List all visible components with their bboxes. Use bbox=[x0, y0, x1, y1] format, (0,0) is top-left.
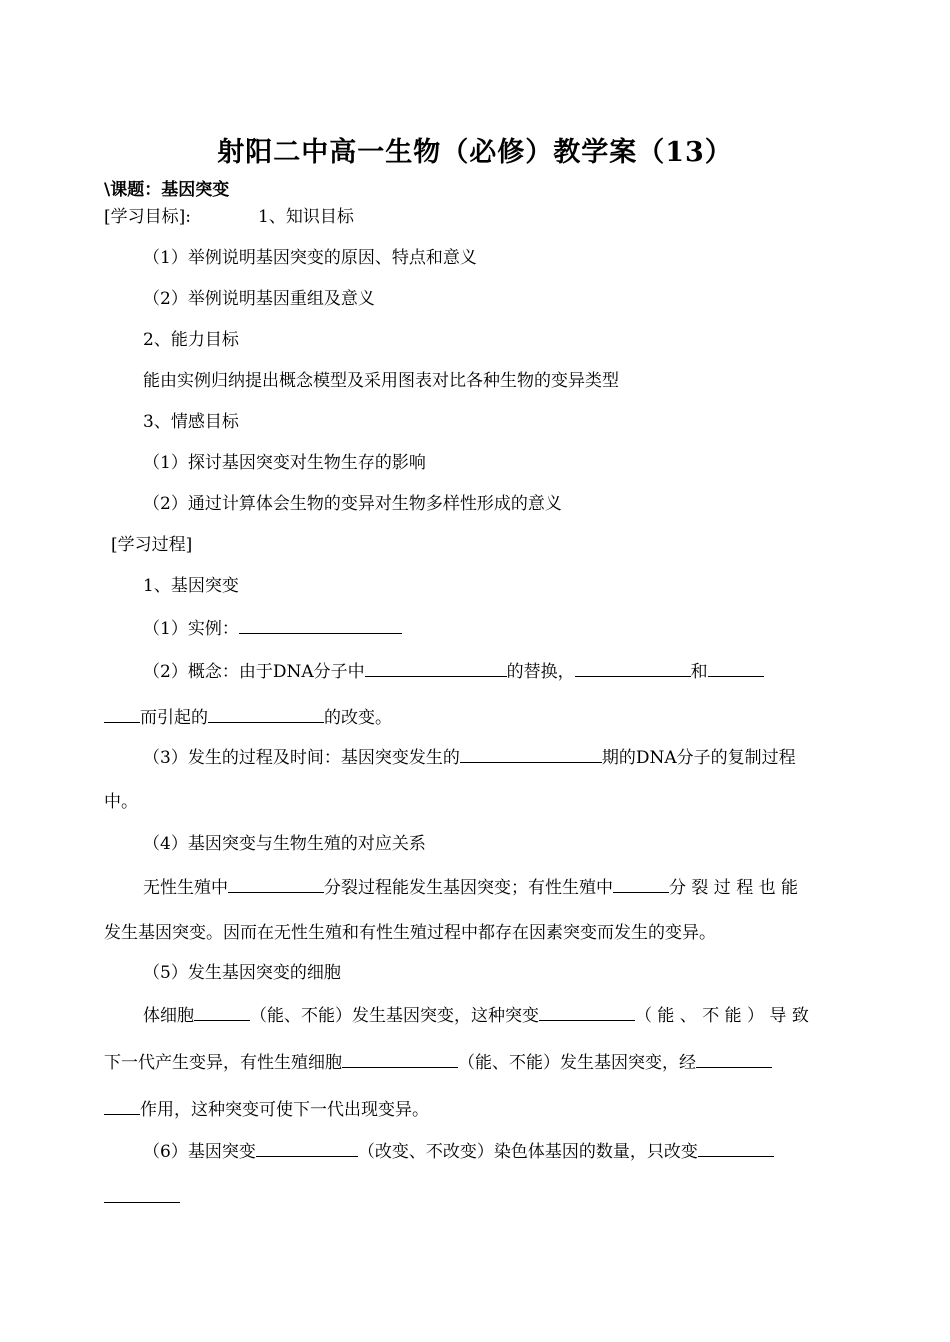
answer-blank[interactable] bbox=[696, 1051, 772, 1068]
goal-3-item-1: （1）探讨基因突变对生物生存的影响 bbox=[143, 453, 426, 473]
goal-2-heading: 2、能力目标 bbox=[143, 330, 239, 350]
question-1 bbox=[143, 617, 402, 639]
question-6-text-b: （改变、不改变）染色体基因的数量，只改变 bbox=[357, 1142, 698, 1162]
question-5-text-d: 下一代产生变异，有性生殖细胞 bbox=[104, 1053, 342, 1073]
goal-3-heading: 3、情感目标 bbox=[143, 412, 239, 432]
answer-blank[interactable] bbox=[208, 706, 324, 723]
question-5-line-3 bbox=[104, 1098, 429, 1120]
question-2-cont bbox=[104, 706, 392, 728]
question-2-text-e: 的改变。 bbox=[324, 708, 392, 728]
question-4-heading: （4）基因突变与生物生殖的对应关系 bbox=[143, 834, 426, 854]
goal-1-item-2: （2）举例说明基因重组及意义 bbox=[143, 289, 375, 309]
question-5-line-2 bbox=[104, 1051, 772, 1073]
question-2 bbox=[143, 660, 764, 682]
answer-blank[interactable] bbox=[539, 1004, 635, 1021]
document-title: 射阳二中高一生物（必修）教学案（13） bbox=[217, 137, 733, 168]
question-5-text-f: 作用，这种突变可使下一代出现变异。 bbox=[140, 1100, 429, 1120]
answer-blank[interactable] bbox=[239, 617, 402, 634]
goal-3-item-2: （2）通过计算体会生物的变异对生物多样性形成的意义 bbox=[143, 494, 562, 514]
question-6-text-a: （6）基因突变 bbox=[143, 1142, 256, 1162]
answer-blank[interactable] bbox=[365, 660, 507, 677]
question-5-text-e: （能、不能）发生基因突变，经 bbox=[458, 1053, 696, 1073]
question-5-text-c: （ 能 、 不 能 ） 导 致 bbox=[635, 1006, 809, 1026]
goals-header: [学习目标]: bbox=[104, 207, 191, 227]
question-3-text-a: （3）发生的过程及时间：基因突变发生的 bbox=[143, 748, 460, 768]
question-2-text-d: 而引起的 bbox=[140, 708, 208, 728]
answer-blank[interactable] bbox=[228, 876, 324, 893]
goal-1-heading: 1、知识目标 bbox=[258, 207, 354, 227]
answer-blank[interactable] bbox=[698, 1140, 774, 1157]
goal-1-item-1: （1）举例说明基因突变的原因、特点和意义 bbox=[143, 248, 477, 268]
answer-blank[interactable] bbox=[613, 876, 669, 893]
answer-blank[interactable] bbox=[342, 1051, 458, 1068]
question-1-label: （1）实例： bbox=[143, 619, 239, 639]
section-1-heading: 1、基因突变 bbox=[143, 576, 239, 596]
question-6-line-2 bbox=[104, 1186, 180, 1208]
question-3-text-b: 期的DNA分子的复制过程 bbox=[601, 748, 796, 768]
question-5-text-b: （能、不能）发生基因突变，这种突变 bbox=[250, 1006, 539, 1026]
question-4-line-2: 发生基因突变。因而在无性生殖和有性生殖过程中都存在因素突变而发生的变异。 bbox=[104, 923, 716, 943]
answer-blank[interactable] bbox=[575, 660, 691, 677]
question-2-text-a: （2）概念：由于DNA分子中 bbox=[143, 662, 365, 682]
question-2-text-b: 的替换， bbox=[506, 662, 575, 682]
question-5-text-a: 体细胞 bbox=[143, 1006, 194, 1026]
question-4-text-c: 分 裂 过 程 也 能 bbox=[669, 878, 799, 898]
answer-blank[interactable] bbox=[104, 1098, 140, 1115]
question-5-heading: （5）发生基因突变的细胞 bbox=[143, 963, 341, 983]
answer-blank[interactable] bbox=[104, 706, 140, 723]
question-4-text-b: 分裂过程能发生基因突变；有性生殖中 bbox=[324, 878, 613, 898]
question-2-text-c: 和 bbox=[690, 662, 708, 682]
goal-2-text: 能由实例归纳提出概念模型及采用图表对比各种生物的变异类型 bbox=[143, 371, 619, 391]
topic-line: \课题：基因突变 bbox=[104, 180, 230, 200]
answer-blank[interactable] bbox=[104, 1186, 180, 1203]
question-3-cont: 中。 bbox=[104, 792, 138, 812]
question-4-line-1 bbox=[143, 876, 798, 898]
question-4-text-a: 无性生殖中 bbox=[143, 878, 228, 898]
answer-blank[interactable] bbox=[460, 746, 602, 763]
process-header: [学习过程] bbox=[111, 535, 193, 555]
answer-blank[interactable] bbox=[194, 1004, 250, 1021]
answer-blank[interactable] bbox=[256, 1140, 358, 1157]
question-6-line-1 bbox=[143, 1140, 774, 1162]
question-5-line-1 bbox=[143, 1004, 809, 1026]
question-3 bbox=[143, 746, 796, 768]
answer-blank[interactable] bbox=[708, 660, 764, 677]
